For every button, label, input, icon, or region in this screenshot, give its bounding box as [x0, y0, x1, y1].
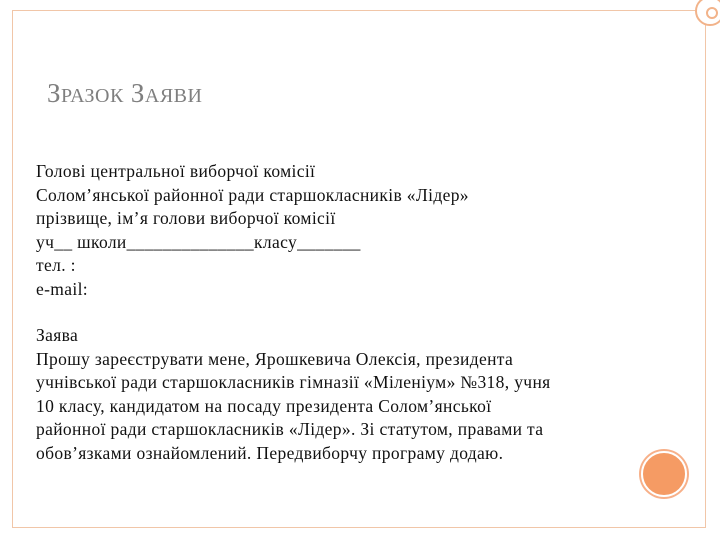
header-line-name: прізвище, ім’я голови виборчої комісії: [36, 208, 336, 228]
header-line-phone: тел. :: [36, 255, 76, 275]
title-initial-1: З: [47, 78, 62, 108]
slide-title: [47, 78, 202, 109]
statement-line: обов’язками ознайомлений. Передвиборчу програму додаю.: [36, 442, 504, 463]
document-body: [36, 160, 646, 465]
decorative-circle-top-inner: [706, 7, 718, 19]
decorative-circle-bottom: [641, 451, 687, 497]
title-initial-2: З: [130, 78, 145, 108]
header-line-email: e-mail:: [36, 278, 89, 299]
statement-line: учнівської ради старшокласників гімназії «Міленіум» №318, учня: [36, 372, 551, 392]
statement-heading: Заява: [36, 325, 79, 345]
header-line-council: Солом’янської районної ради старшокласників «Лідер»: [36, 184, 469, 205]
statement-line: Прошу зареєструвати мене, Ярошкевича Олексія, президента: [36, 348, 514, 369]
header-line-recipient: Голові центральної виборчої комісії: [36, 161, 316, 181]
paragraph-gap: [36, 301, 646, 324]
title-rest-2: АЯВИ: [144, 85, 203, 107]
statement-line: районної ради старшокласників «Лідер». Зі статутом, правами та: [36, 419, 544, 439]
header-line-school: уч__ школи______________класу_______: [36, 231, 361, 252]
statement-line: 10 класу, кандидатом на посаду президента Солом’янської: [36, 395, 492, 416]
title-rest-1: РАЗОК: [61, 85, 124, 107]
